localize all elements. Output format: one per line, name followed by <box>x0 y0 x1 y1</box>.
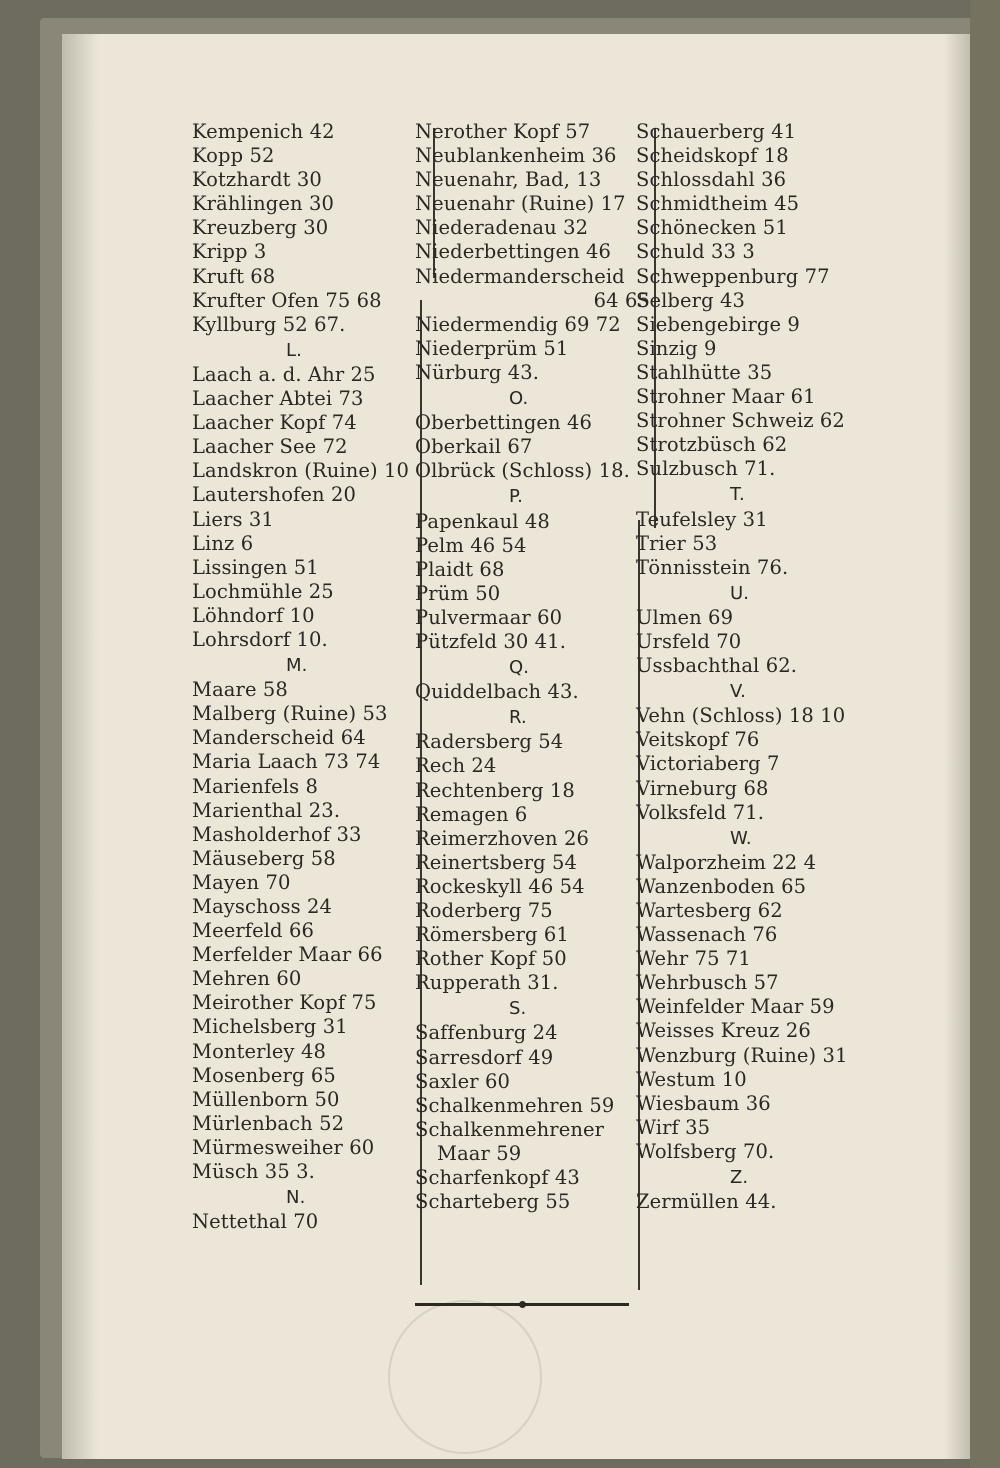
index-entry: Merfelder Maar 66 <box>192 943 383 967</box>
index-entry: Wassenach 76 <box>636 923 778 947</box>
book-spine <box>970 0 1000 1468</box>
index-entry: Schmidtheim 45 <box>636 192 800 216</box>
index-entry: Neublankenheim 36 <box>415 144 617 168</box>
index-entry: Oberkail 67 <box>415 435 533 459</box>
index-entry: Maare 58 <box>192 678 288 702</box>
index-entry: Olbrück (Schloss) 18. <box>415 459 630 483</box>
index-entry: Papenkaul 48 <box>415 509 550 533</box>
index-entry: Meirother Kopf 75 <box>192 991 377 1015</box>
index-entry: Wiesbaum 36 <box>636 1091 771 1115</box>
index-entry: Lohrsdorf 10. <box>192 627 328 651</box>
index-entry: Masholderhof 33 <box>192 822 362 846</box>
index-entry-continuation: Maar 59 <box>437 1141 522 1165</box>
index-entry: Walporzheim 22 4 <box>636 850 817 874</box>
index-entry: Nettethal 70 <box>192 1210 319 1234</box>
index-entry: Krufter Ofen 75 68 <box>192 288 382 312</box>
index-entry: Sinzig 9 <box>636 336 717 360</box>
index-entry: Wirf 35 <box>636 1115 711 1139</box>
index-entry: Neuenahr, Bad, 13 <box>415 168 602 192</box>
section-letter: W. <box>730 827 752 849</box>
index-entry: Strohner Maar 61 <box>636 385 816 409</box>
index-entry: Tönnisstein 76. <box>636 555 789 579</box>
index-entry: Saxler 60 <box>415 1069 510 1093</box>
index-entry: Wanzenboden 65 <box>636 874 807 898</box>
index-entry: Teufelsley 31 <box>636 507 768 531</box>
index-entry: Römersberg 61 <box>415 923 569 947</box>
section-letter: R. <box>509 707 527 729</box>
index-entry: Virneburg 68 <box>636 776 769 800</box>
section-letter: V. <box>730 681 746 703</box>
index-entry: Mürmesweiher 60 <box>192 1135 375 1159</box>
index-entry: Mosenberg 65 <box>192 1063 336 1087</box>
index-entry: Stahlhütte 35 <box>636 360 773 384</box>
index-entry: Monterley 48 <box>192 1039 326 1063</box>
index-entry: Scharfenkopf 43 <box>415 1166 580 1190</box>
index-entry: Sarresdorf 49 <box>415 1045 554 1069</box>
section-letter: O. <box>509 388 529 410</box>
index-entry: Sulzbusch 71. <box>636 457 776 481</box>
index-entry: Laacher See 72 <box>192 435 348 459</box>
index-entry: Lissingen 51 <box>192 555 319 579</box>
index-entry: Schönecken 51 <box>636 216 788 240</box>
index-entry: Landskron (Ruine) 10 <box>192 459 410 483</box>
index-entry: Siebengebirge 9 <box>636 312 800 336</box>
index-entry: Trier 53 <box>636 531 718 555</box>
index-entry: Prüm 50 <box>415 581 501 605</box>
index-entry: Kopp 52 <box>192 144 275 168</box>
index-entry: Schweppenburg 77 <box>636 264 830 288</box>
index-entry: Wenzburg (Ruine) 31 <box>636 1043 848 1067</box>
index-entry: Roderberg 75 <box>415 899 553 922</box>
index-entry: Krählingen 30 <box>192 192 334 216</box>
index-entry: Plaidt 68 <box>415 557 505 581</box>
section-letter: Z. <box>730 1167 749 1189</box>
index-entry: Scheidskopf 18 <box>636 144 789 168</box>
index-entry: Rupperath 31. <box>415 971 559 995</box>
end-ornament-rule <box>415 1303 629 1306</box>
index-entry: Kyllburg 52 67. <box>192 312 346 336</box>
section-letter: N. <box>286 1187 306 1209</box>
index-entry: Schauerberg 41 <box>636 120 797 143</box>
ornament-dot <box>519 1301 526 1308</box>
index-entry: Niederprüm 51 <box>415 336 569 360</box>
index-entry: Mäuseberg 58 <box>192 846 336 870</box>
index-entry: Oberbettingen 46 <box>415 411 593 435</box>
index-entry: Pulvermaar 60 <box>415 605 563 629</box>
index-entry: Selberg 43 <box>636 288 745 312</box>
page-shadow <box>62 34 98 1459</box>
index-entry: Laacher Kopf 74 <box>192 411 357 435</box>
index-entry: Meerfeld 66 <box>192 919 314 943</box>
index-entry: Nürburg 43. <box>415 360 540 384</box>
section-letter: T. <box>730 484 745 506</box>
index-entry: Kruft 68 <box>192 264 276 288</box>
index-entry: Wehr 75 71 <box>636 947 751 971</box>
index-entry: Niedermanderscheid <box>415 264 625 288</box>
index-entry: Strohner Schweiz 62 <box>636 409 845 433</box>
index-entry: Rockeskyll 46 54 <box>415 874 585 898</box>
index-entry: Kreuzberg 30 <box>192 216 329 240</box>
index-entry: Michelsberg 31 <box>192 1015 348 1039</box>
index-entry: Niedermendig 69 72 <box>415 312 621 336</box>
index-entry: Mürlenbach 52 <box>192 1111 345 1135</box>
index-entry: Manderscheid 64 <box>192 726 366 750</box>
index-entry: Mehren 60 <box>192 967 302 991</box>
index-entry: Kempenich 42 <box>192 120 335 143</box>
index-entry: Mayen 70 <box>192 870 291 894</box>
index-entry: Wolfsberg 70. <box>636 1139 775 1163</box>
index-column-2 <box>415 120 652 1214</box>
index-entry: Weinfelder Maar 59 <box>636 995 835 1019</box>
index-entry: Mayschoss 24 <box>192 895 333 918</box>
index-entry: Nerother Kopf 57 <box>415 120 591 143</box>
section-letter: U. <box>730 582 750 604</box>
section-letter: L. <box>286 339 302 361</box>
index-entry: Radersberg 54 <box>415 730 564 754</box>
index-entry: Löhndorf 10 <box>192 603 315 627</box>
index-entry: Malberg (Ruine) 53 <box>192 702 388 726</box>
index-entry: Schalkenmehrener <box>415 1117 605 1141</box>
index-entry: Linz 6 <box>192 531 254 555</box>
index-entry: Schlossdahl 36 <box>636 168 787 192</box>
index-entry: Rother Kopf 50 <box>415 947 567 971</box>
index-entry: Kripp 3 <box>192 240 267 264</box>
index-entry: Veitskopf 76 <box>636 728 760 752</box>
index-entry: Marienfels 8 <box>192 774 319 798</box>
index-entry: Volksfeld 71. <box>636 800 765 824</box>
section-letter: S. <box>509 998 527 1020</box>
section-letter: M. <box>286 655 308 677</box>
index-entry: Zermüllen 44. <box>636 1190 777 1214</box>
index-entry: Schalkenmehren 59 <box>415 1093 615 1117</box>
index-entry: Vehn (Schloss) 18 10 <box>636 704 846 728</box>
index-entry: Niederadenau 32 <box>415 216 589 240</box>
index-entry-continuation: 64 65 <box>593 288 650 312</box>
index-entry: Quiddelbach 43. <box>415 680 579 704</box>
index-entry: Niederbettingen 46 <box>415 240 612 264</box>
index-column-3 <box>636 120 876 1214</box>
index-entry: Laach a. d. Ahr 25 <box>192 362 376 386</box>
index-entry: Neuenahr (Ruine) 17 <box>415 192 626 216</box>
library-stamp-ghost <box>388 1300 542 1454</box>
index-entry: Liers 31 <box>192 507 274 531</box>
index-entry: Rechtenberg 18 <box>415 778 575 802</box>
index-entry: Victoriaberg 7 <box>636 752 780 776</box>
index-entry: Saffenburg 24 <box>415 1021 558 1045</box>
index-entry: Ursfeld 70 <box>636 629 742 653</box>
index-entry: Rech 24 <box>415 754 497 778</box>
index-entry: Kotzhardt 30 <box>192 168 322 192</box>
index-entry: Pützfeld 30 41. <box>415 629 566 653</box>
index-entry: Ulmen 69 <box>636 605 734 629</box>
index-entry: Lautershofen 20 <box>192 483 356 507</box>
index-entry: Laacher Abtei 73 <box>192 387 364 411</box>
index-entry: Marienthal 23. <box>192 798 341 822</box>
index-entry: Müsch 35 3. <box>192 1160 315 1184</box>
index-entry: Wartesberg 62 <box>636 899 783 922</box>
index-entry: Ussbachthal 62. <box>636 654 798 678</box>
index-entry: Strotzbüsch 62 <box>636 433 788 457</box>
section-letter: P. <box>509 486 523 508</box>
index-entry: Reimerzhoven 26 <box>415 826 590 850</box>
index-entry: Reinertsberg 54 <box>415 850 578 874</box>
section-letter: Q. <box>509 657 530 679</box>
index-entry: Weisses Kreuz 26 <box>636 1019 811 1043</box>
index-entry: Pelm 46 54 <box>415 533 527 557</box>
index-entry: Wehrbusch 57 <box>636 971 779 995</box>
index-entry: Remagen 6 <box>415 802 528 826</box>
index-entry: Lochmühle 25 <box>192 579 334 603</box>
index-entry: Müllenborn 50 <box>192 1087 340 1111</box>
index-entry: Schuld 33 3 <box>636 240 755 264</box>
index-entry: Scharteberg 55 <box>415 1190 571 1214</box>
index-column-1 <box>192 120 428 1234</box>
index-entry: Maria Laach 73 74 <box>192 750 381 774</box>
index-entry: Westum 10 <box>636 1067 747 1091</box>
